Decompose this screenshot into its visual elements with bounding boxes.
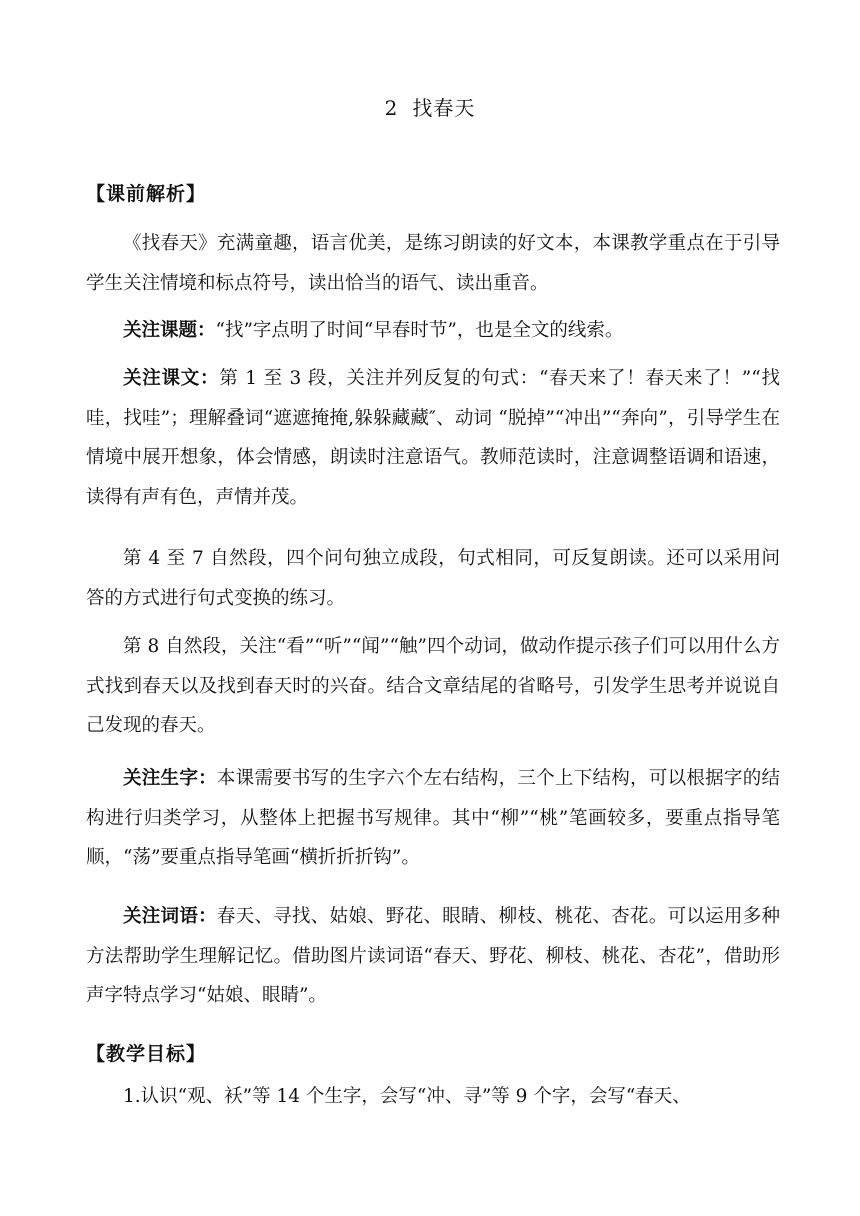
paragraph-lead: 关注课题： [123,320,216,341]
paragraph-goal-1: 1.认识“观、袄”等 14 个生字，会写“冲、寻”等 9 个字，会写“春天、 [123,1086,691,1107]
paragraph-questions: 第 4 至 7 自然段，四个问句独立成段，句式相同，可反复朗读。还可以采用问答的方式进行句式变换的练习。 [86,548,780,609]
lesson-title [0,92,860,121]
paragraph-lead: 关注生字： [123,768,217,789]
paragraph-characters-focus [86,759,780,878]
paragraph-text-focus [86,359,780,517]
paragraph-lead: 关注词语： [123,906,217,927]
paragraph-body: 第 1 至 3 段，关注并列反复的句式：“春天来了！春天来了！”“找哇，找哇”；理解叠词“遮遮掩掩,躲躲藏藏″、动词 “脱掉”“冲出”“奔向”，引导学生在情境中展开想象，体会情感，朗读时注意语气。教师范读时，注意调整语调和语速，读得有声有色，声情并茂。 [86,368,780,508]
paragraph-body: 本课需要书写的生字六个左右结构，三个上下结构，可以根据字的结构进行归类学习，从整体上把握书写规律。其中“柳”“桃”笔画较多，要重点指导笔顺，“荡”要重点指导笔画“横折折折钩”。 [86,768,780,868]
paragraph-words-focus [86,897,780,1016]
lesson-title-text: 找春天 [412,96,476,120]
paragraph-intro: 《找春天》充满童趣，语言优美，是练习朗读的好文本，本课教学重点在于引导学生关注情境和标点符号，读出恰当的语气、读出重音。 [86,233,780,294]
paragraph-verbs: 第 8 自然段，关注“看”“听”“闻”“触”四个动词，做动作提示孩子们可以用什么方式找到春天以及找到春天时的兴奋。结合文章结尾的省略号，引发学生思考并说说自己发现的春天。 [86,636,780,736]
paragraph-title-focus [86,311,780,351]
lesson-number: 2 [384,96,399,120]
analysis-heading: 【课前解析】 [86,183,207,205]
paragraph-body: 春天、寻找、姑娘、野花、眼睛、柳枝、桃花、杏花。可以运用多种方法帮助学生理解记忆。借助图片读词语“春天、野花、柳枝、桃花、杏花”，借助形声字特点学习“姑娘、眼睛”。 [86,906,780,1006]
paragraph-body: “找”字点明了时间“早春时节”，也是全文的线索。 [215,320,624,341]
paragraph-lead: 关注课文： [123,368,220,389]
goals-heading: 【教学目标】 [86,1043,207,1065]
